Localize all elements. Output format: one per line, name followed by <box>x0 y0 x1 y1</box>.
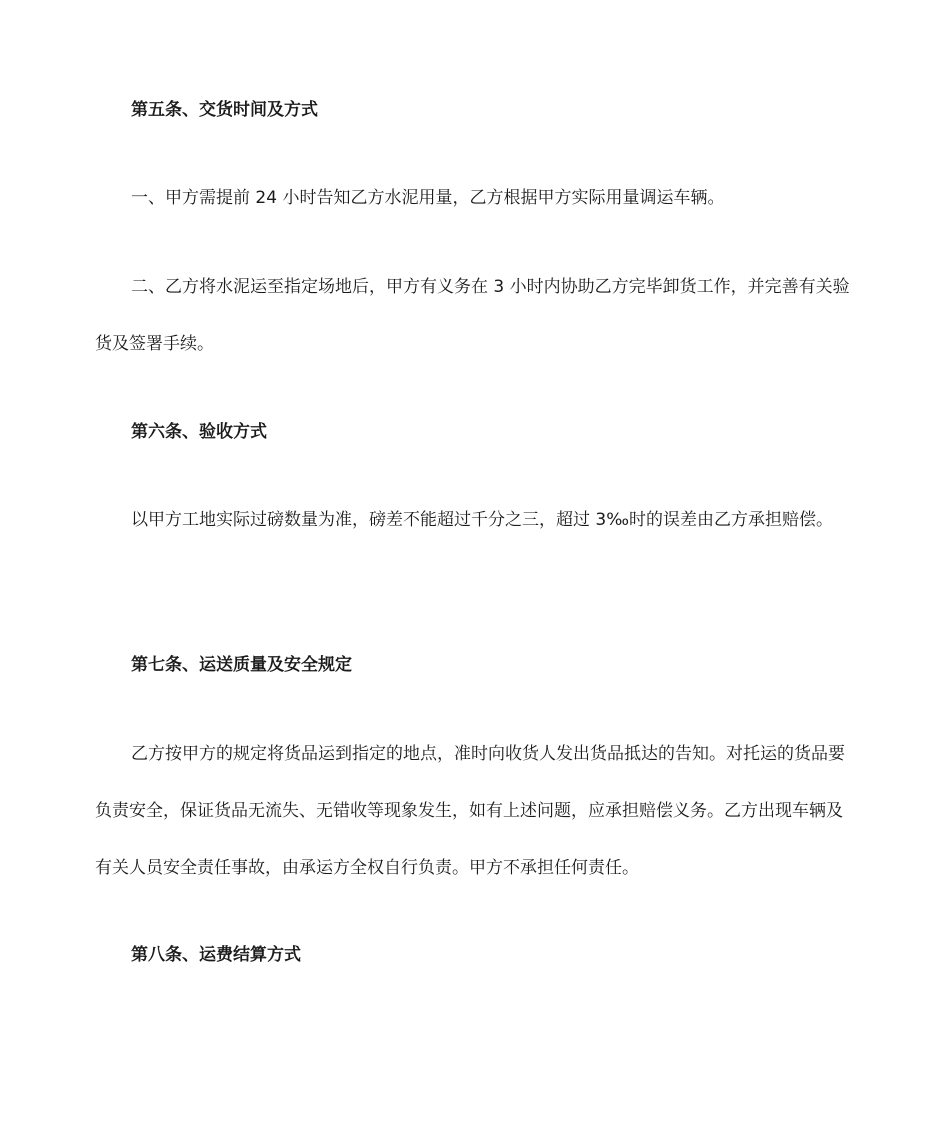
section-7-paragraph-1: 乙方按甲方的规定将货品运到指定的地点，准时向收货人发出货品抵达的告知。对托运的货品要负责安全，保证货品无流失、无错收等现象发生，如有上述问题，应承担赔偿义务。乙方出现车辆及有关人员安全责任事故，由承运方全权自行负责。甲方不承担任何责任。 <box>95 744 845 878</box>
section-5-paragraph-1: 一、甲方需提前 24 小时告知乙方水泥用量，乙方根据甲方实际用量调运车辆。 <box>131 188 725 208</box>
section-6-paragraph-1: 以甲方工地实际过磅数量为准，磅差不能超过千分之三，超过 3‰时的误差由乙方承担赔偿。 <box>131 510 834 530</box>
section-heading-6: 第六条、验收方式 <box>131 422 267 442</box>
section-5-paragraph-2: 二、乙方将水泥运至指定场地后，甲方有义务在 3 小时内协助乙方完毕卸货工作，并完善有关验货及签署手续。 <box>95 277 850 354</box>
section-heading-5: 第五条、交货时间及方式 <box>131 100 318 120</box>
section-heading-8: 第八条、运费结算方式 <box>131 945 301 965</box>
section-heading-7: 第七条、运送质量及安全规定 <box>131 655 352 675</box>
